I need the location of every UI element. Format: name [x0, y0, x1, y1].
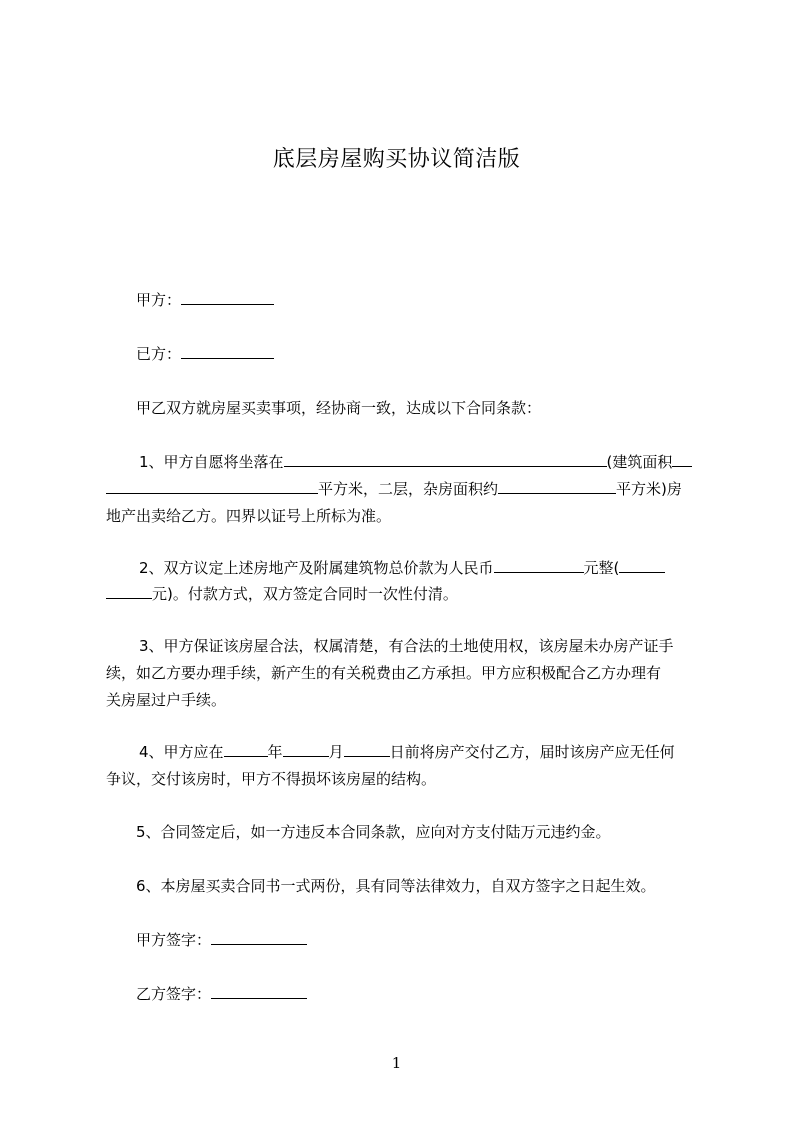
clause1-area-blank-start — [672, 452, 692, 467]
clause1-line2 — [106, 479, 682, 499]
clause2-text-part3: 元)。付款方式，双方签定合同时一次性付清。 — [152, 585, 458, 603]
page-number: 1 — [391, 1054, 402, 1072]
clause6-text: 6、本房屋买卖合同书一式两份，具有同等法律效力，自双方签字之日起生效。 — [136, 877, 656, 895]
clause1-misc-area-blank — [498, 479, 616, 494]
clause2-price-words-blank — [106, 584, 152, 599]
clause3-line3: 关房屋过户手续。 — [106, 691, 227, 709]
clause4-year-label: 年 — [267, 743, 283, 761]
clause4-text-part1: 4、甲方应在 — [139, 743, 224, 761]
clause4-year-blank — [224, 742, 268, 757]
clause4-month-blank — [283, 742, 329, 757]
clause2-text-part2: 元整( — [583, 559, 620, 577]
clause1-text-part3: 平方米，二层，杂房面积约 — [318, 480, 499, 498]
clause2-text-part1: 2、双方议定上述房地产及附属建筑物总价款为人民币 — [139, 559, 494, 577]
clause1-text-part4: 平方米)房 — [616, 480, 682, 498]
clause1-line1 — [139, 452, 692, 472]
clause2-line2 — [106, 584, 458, 604]
clause4-month-label: 月 — [328, 743, 344, 761]
clause4-line2: 争议，交付该房时，甲方不得损坏该房屋的结构。 — [106, 770, 437, 788]
clause1-text-part2: (建筑面积 — [606, 453, 673, 471]
clause2-line1 — [139, 558, 665, 578]
party-a-label: 甲方： — [136, 291, 182, 309]
sign-a-blank — [211, 930, 307, 945]
clause2-price-words-blank-start — [619, 558, 665, 573]
party-a-line — [136, 290, 274, 310]
clause2-price-blank — [494, 558, 584, 573]
clause4-text-part2: 日前将房产交付乙方，届时该房产应无任何 — [389, 743, 675, 761]
sign-a-line — [136, 930, 307, 950]
clause3-line1: 3、甲方保证该房屋合法，权属清楚，有合法的土地使用权，该房屋未办房产证手 — [139, 637, 674, 655]
clause5-text: 5、合同签定后，如一方违反本合同条款，应向对方支付陆万元违约金。 — [136, 823, 611, 841]
sign-b-line — [136, 984, 307, 1004]
sign-a-label: 甲方签字： — [136, 931, 212, 949]
clause1-location-blank — [284, 452, 607, 467]
clause1-area-blank — [106, 479, 318, 494]
document-title: 底层房屋购买协议简洁版 — [272, 147, 521, 172]
party-b-blank — [181, 344, 274, 359]
clause1-text-part1: 1、甲方自愿将坐落在 — [139, 453, 284, 471]
sign-b-blank — [211, 984, 307, 999]
clause3-line2: 续，如乙方要办理手续，新产生的有关税费由乙方承担。甲方应积极配合乙方办理有 — [106, 664, 662, 682]
party-b-line — [136, 344, 274, 364]
party-a-blank — [181, 290, 274, 305]
intro-text: 甲乙双方就房屋买卖事项，经协商一致，达成以下合同条款： — [136, 399, 542, 417]
clause1-line3: 地产出卖给乙方。四界以证号上所标为准。 — [106, 507, 392, 525]
clause4-day-blank — [344, 742, 390, 757]
party-b-label: 已方： — [136, 345, 182, 363]
sign-b-label: 乙方签字： — [136, 985, 212, 1003]
clause4-line1 — [139, 742, 675, 762]
